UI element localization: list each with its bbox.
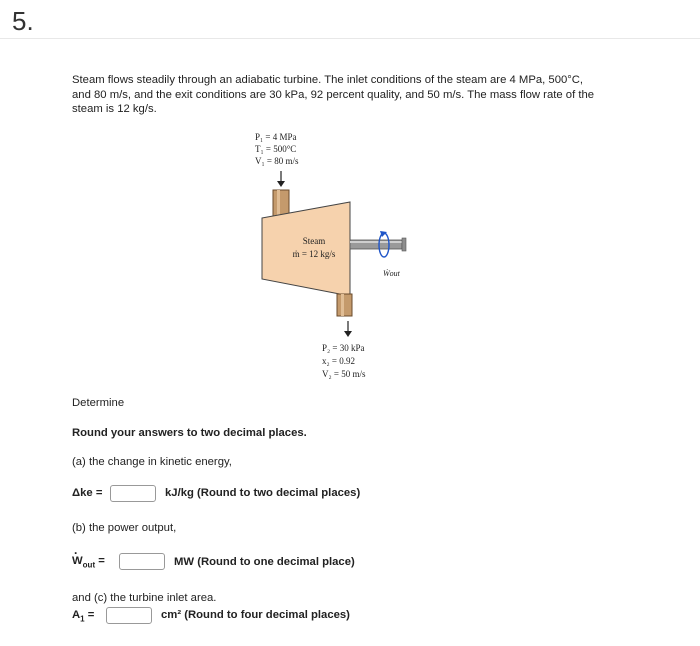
outlet-arrow-icon xyxy=(344,321,352,337)
part-c-prompt: and (c) the turbine inlet area. xyxy=(72,592,217,604)
question-number: 5. xyxy=(12,6,34,36)
rounding-instruction: Round your answers to two decimal places. xyxy=(72,427,307,439)
inlet-pressure-label: P₁ = 4 MPa xyxy=(255,132,297,142)
w-out-label xyxy=(72,555,105,569)
header-divider xyxy=(0,38,700,39)
problem-statement: Steam flows steadily through an adiabatic turbine. The inlet conditions of the steam are 4 MPa, 500°C, and 80 m/s, and the exit conditions are 30 kPa, 92 percent quality, and 50 m/s. The mass flow rate of the steam is 12 kg/s. xyxy=(72,74,595,115)
a1-label xyxy=(72,609,94,623)
steam-label: Steam xyxy=(302,236,326,246)
mass-flow-label: ṁ = 12 kg/s xyxy=(292,249,336,259)
inlet-velocity-label: V₁ = 80 m/s xyxy=(255,156,299,166)
w-out-symbol: · W xyxy=(72,555,83,567)
inlet-area-units: cm² (Round to four decimal places) xyxy=(161,609,350,621)
part-b-prompt: (b) the power output, xyxy=(72,522,177,534)
determine-label: Determine xyxy=(72,397,125,409)
part-a-prompt: (a) the change in kinetic energy, xyxy=(72,456,232,468)
outlet-quality-label: x₂ = 0.92 xyxy=(322,356,355,366)
outlet-pressure-label: P₂ = 30 kPa xyxy=(322,343,365,353)
delta-ke-input[interactable] xyxy=(110,485,156,502)
shaft xyxy=(350,238,406,251)
w-out-subscript: out xyxy=(82,560,96,570)
inlet-arrow-icon xyxy=(277,171,285,187)
inlet-temperature-label: T₁ = 500°C xyxy=(255,144,297,154)
delta-ke-label: Δke = xyxy=(72,487,103,499)
w-out-equals: = xyxy=(95,555,105,567)
outlet-pipe xyxy=(337,294,352,316)
a1-symbol: A xyxy=(72,609,81,621)
outlet-velocity-label: V₂ = 50 m/s xyxy=(322,369,366,379)
delta-ke-units: kJ/kg (Round to two decimal places) xyxy=(165,487,361,499)
a1-equals: = xyxy=(84,609,95,621)
work-out-label: Ẇout xyxy=(383,269,400,278)
turbine-figure xyxy=(230,128,430,388)
inlet-area-input[interactable] xyxy=(106,607,152,624)
power-output-input[interactable] xyxy=(119,553,165,570)
a1-subscript: 1 xyxy=(80,614,85,624)
power-output-units: MW (Round to one decimal place) xyxy=(174,556,355,568)
